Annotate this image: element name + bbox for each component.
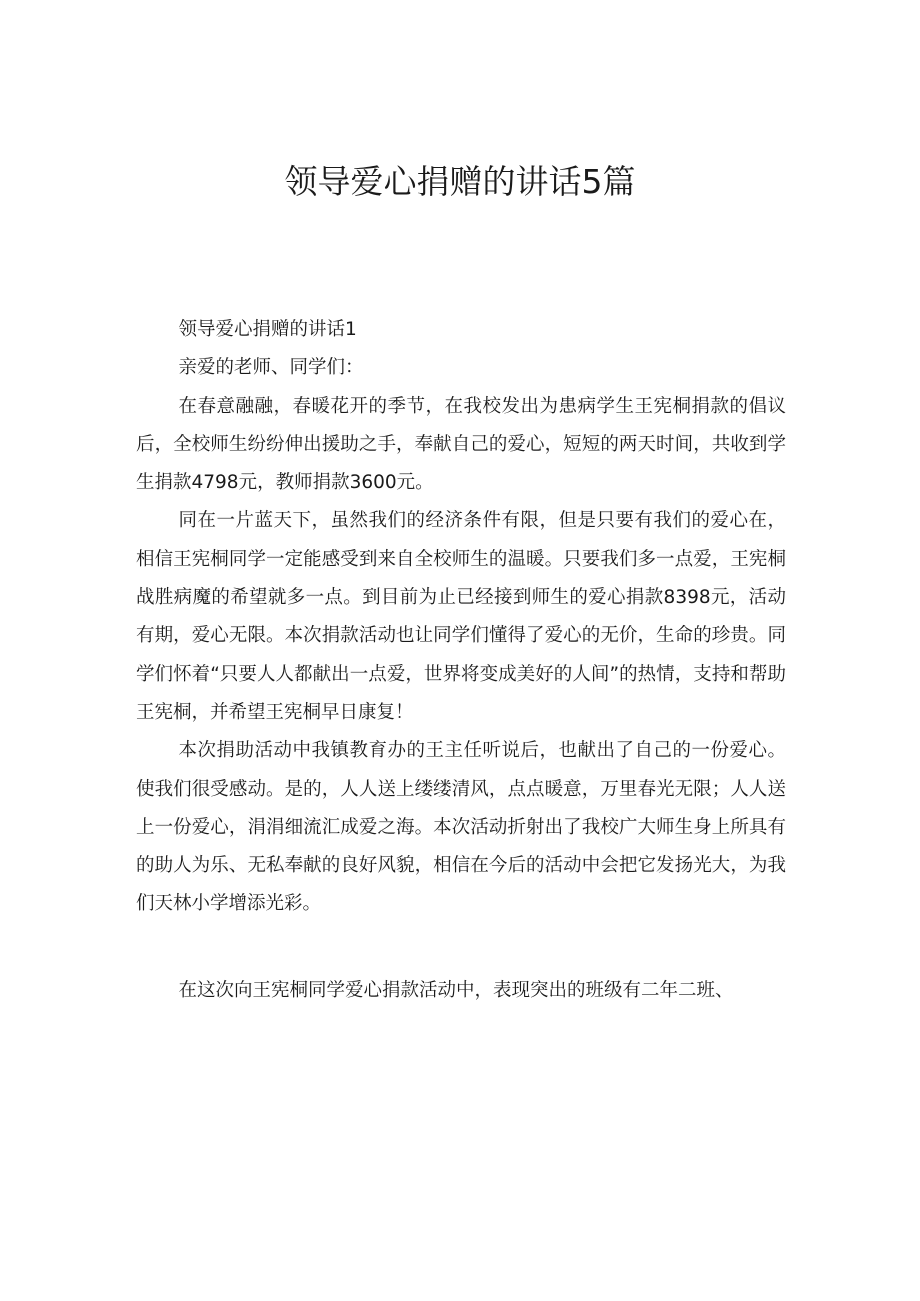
salutation: 亲爱的老师、同学们：: [178, 357, 364, 379]
paragraph-3: 本次捐助活动中我镇教育办的王主任听说后，也献出了自己的一份爱心。使我们很受感动。是的，人人送上缕缕清风，点点暖意，万里春光无限；人人送上一份爱心，涓涓细流汇成爱之海。本次活动折射出了我校广大师生身上所具有的助人为乐、无私奉献的良好风貌，相信在今后的活动中会把它发扬光大，为我们天林小学增添光彩。: [136, 740, 786, 915]
document-body: [136, 311, 786, 1010]
paragraph-1: 在春意融融，春暖花开的季节，在我校发出为患病学生王宪桐捐款的倡议后，全校师生纷纷伸出援助之手，奉献自己的爱心，短短的两天时间，共收到学生捐款4798元，教师捐款3600元。: [136, 395, 786, 494]
section-heading: 领导爱心捐赠的讲话1: [178, 319, 357, 340]
paragraph-2: 同在一片蓝天下，虽然我们的经济条件有限，但是只要有我们的爱心在，相信王宪桐同学一定能感受到来自全校师生的温暖。只要我们多一点爱，王宪桐战胜病魔的希望就多一点。到目前为止已经接到师生的爱心捐款8398元，活动有期，爱心无限。本次捐款活动也让同学们懂得了爱心的无价，生命的珍贵。同学们怀着“只要人人都献出一点爱，世界将变成美好的人间”的热情，支持和帮助王宪桐，并希望王宪桐早日康复！: [136, 510, 786, 723]
document-title: 领导爱心捐赠的讲话5篇: [284, 162, 636, 201]
paragraph-4: 在这次向王宪桐同学爱心捐款活动中，表现突出的班级有二年二班、: [178, 979, 734, 1001]
